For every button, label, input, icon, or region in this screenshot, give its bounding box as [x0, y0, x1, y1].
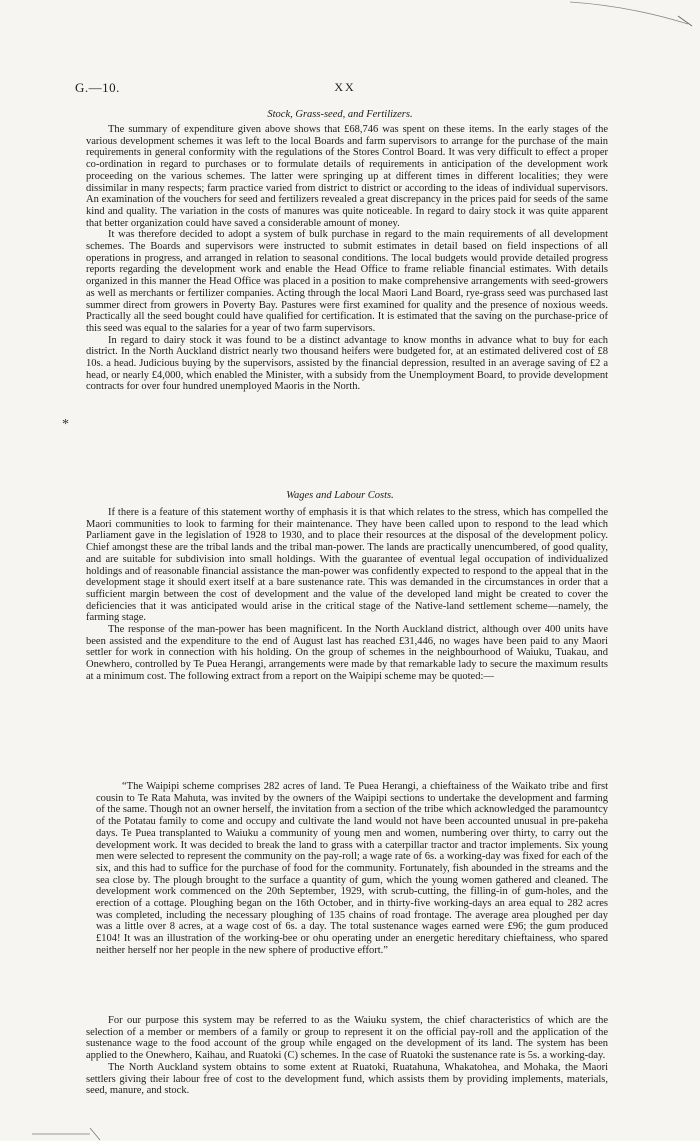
paragraph: It was therefore decided to adopt a system of bulk purchase in regard to the main requirements of all development schemes. The Boards and supervisors were instructed to submit estimates in detail based on field inspections of all operations in progress, and arranged in relation to seasonal conditions. The local budgets would provide detailed progress reports regarding the development work and enable the Head Office to frame reliable financial estimates. With details organized in this manner the Head Office was placed in a position to make comprehensive arrangements with seed-growers as well as merchants or fertilizer companies. Acting through the local Maori Land Board, rye-grass seed was purchased last summer direct from growers in Poverty Bay. Pastures were first examined for quality and the presence of noxious weeds. Practically all the seed bought could have qualified for certification. It is estimated that the saving on the purchase-price of this seed was equal to the salaries for a year of two farm supervisors. — [86, 229, 608, 334]
margin-asterisk-mark: * — [62, 417, 69, 432]
paragraph: For our purpose this system may be referred to as the Waiuku system, the chief characteristics of which are the selection of a member or members of a family or group to represent it on the official pay-roll and the application of the sustenance wage to the food account of the group while engaged on the development of its land. The system has been applied to the Onewhero, Kaihau, and Ruatoki (C) schemes. In the case of Ruatoki the sustenance rate is 5s. a working-day. — [86, 1015, 608, 1062]
quoted-report-extract — [96, 781, 608, 957]
quote-paragraph: “The Waipipi scheme comprises 282 acres of land. Te Puea Herangi, a chieftainess of the Waikato tribe and first cousin to Te Rata Mahuta, was invited by the owners of the Waipipi sections to undertake the development and farming of the same. Though not an owner herself, the invitation from a section of the tribe which acknowledged the paramountcy of the Potatau family to come and occupy and cultivate the land would not have been accounted unusual in pre-pakeha days. Te Puea transplanted to Waiuku a community of young men and women, numbering over thirty, to carry out the development work. It was decided to break the land to grass with a caterpillar tractor and tractor implements. Six young men were selected to represent the community on the pay-roll; a wage rate of 6s. a working-day was fixed for each of the six, and this had to suffice for the purchase of food for the community. Fortunately, fish abounded in the streams and the sea close by. The plough brought to the surface a quantity of gum, which the young women gathered and cleaned. The development work commenced on the 20th September, 1929, with scrub-cutting, the filling-in of gum-holes, and the erection of a cottage. Ploughing began on the 16th October, and in thirty-five working-days an area equal to 282 acres was completed, including the necessary ploughing of 135 chains of road frontage. The average area ploughed per day was a little over 8 acres, at a wage cost of 6s. a day. The total sustenance wages earned were £96; the gum produced £104! It was an illustration of the working-bee or ohu operating under an energetic hereditary chieftainess, who spared neither herself nor her people in the new sphere of productive effort.” — [96, 781, 608, 956]
paragraph: If there is a feature of this statement worthy of emphasis it is that which relates to the stress, which has compelled the Maori communities to look to farming for their maintenance. They have been called upon to respond to the lead which Parliament gave in the legislation of 1928 to 1930, and to place their resources at the disposal of the development policy. Chief amongst these are the tribal lands and the tribal man-power. The lands are practically unencumbered, of good quality, and are suitable for subdivision into small holdings. With the guarantee of eventual legal occupation of individualized holdings and of reasonable financial assistance the man-power was confidently expected to respond to the appeal that in the development stage it should exert itself at a bare sustenance rate. This was demanded in the circumstances in order that a sufficient margin between the cost of development and the value of the developed land might be created to cover the deficiencies that it was anticipated would arise in the critical stage of the Native-land settlement scheme—namely, the farming stage. — [86, 507, 608, 624]
section-heading-stock: Stock, Grass-seed, and Fertilizers. — [267, 109, 413, 120]
section-heading-wages: Wages and Labour Costs. — [286, 490, 394, 501]
section-body-wages — [86, 507, 608, 683]
paragraph: The North Auckland system obtains to some extent at Ruatoki, Ruatahuna, Whakatohea, and Mohaka, the Maori settlers giving their labour free of cost to the development fund, which assists them by providing implements, materials, seed, manure, and stock. — [86, 1061, 608, 1097]
page-number: XX — [334, 80, 356, 94]
section-body-stock — [86, 124, 608, 393]
scan-artifact-bottom — [30, 1120, 120, 1141]
scan-artifact-corner — [560, 0, 700, 30]
paragraph: The summary of expenditure given above shows that £68,746 was spent on these items. In the early stages of the various development schemes it was left to the local Boards and farm supervisors to arrange for the purchase of the main requirements in general conformity with the regulations of the Stores Control Board. It was very difficult to effect a proper co-ordination in regard to purchases or to formulate details of requirements in anticipation of the development work proceeding on the various schemes. The latter were springing up at different times in different localities; they were dissimilar in many respects; farm practice varied from district to district or according to the ideas of individual supervisors. An examination of the vouchers for seed and fertilizers revealed a great discrepancy in the prices paid for seeds of the same kind and quality. The variation in the costs of manures was quite noticeable. In regard to dairy stock it was quite apparent that better organization could have saved a considerable amount of money. — [86, 124, 608, 229]
page-header — [75, 80, 615, 100]
paragraph: The response of the man-power has been magnificent. In the North Auckland district, although over 400 units have been assisted and the expenditure to the end of August last has reached £31,446, no wages have been paid to any Maori settler for work in connection with his holding. On the group of schemes in the neighbourhood of Waiuku, Tuakau, and Onewhero, controlled by Te Puea Herangi, arrangements were made by that remarkable lady to secure the maximum results at a minimum cost. The following extract from a report on the Waipipi scheme may be quoted:— — [86, 624, 608, 682]
document-reference: G.—10. — [75, 80, 120, 95]
section-closing — [86, 1015, 608, 1097]
paragraph: In regard to dairy stock it was found to be a distinct advantage to know months in advance what to buy for each district. In the North Auckland district nearly two thousand heifers were budgeted for, at an estimated delivered cost of £8 10s. a head. Judicious buying by the supervisors, assisted by the financial depression, resulted in an average saving of £2 a head, or nearly £4,000, which enabled the Minister, with a subsidy from the Unemployment Board, to provide development contracts for over four hundred unemployed Maoris in the North. — [86, 334, 608, 393]
